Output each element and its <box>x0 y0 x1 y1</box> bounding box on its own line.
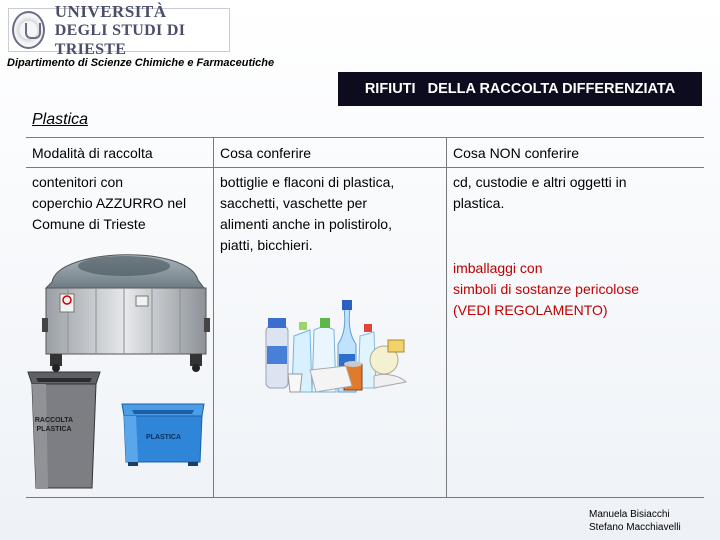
what-to-dispose-line: alimenti anche in polistirolo, <box>220 216 392 232</box>
university-name-line2: DEGLI STUDI DI TRIESTE <box>54 21 186 58</box>
what-to-dispose-line: piatti, bicchieri. <box>220 237 313 253</box>
small-bin-label-line: PLASTICA <box>36 426 72 433</box>
what-not-to-dispose-line: plastica. <box>453 195 505 211</box>
header-what-to-dispose: Cosa conferire <box>220 145 312 161</box>
what-not-to-dispose-text <box>453 172 627 214</box>
hazard-warning-line: (VEDI REGOLAMENTO) <box>453 302 608 318</box>
what-not-to-dispose-line: cd, custodie e altri oggetti in <box>453 174 627 190</box>
university-seal-icon <box>12 11 45 49</box>
column-divider-2 <box>446 137 447 497</box>
small-bin-label <box>30 416 78 434</box>
author-name: Manuela Bisiacchi <box>589 509 670 520</box>
what-to-dispose-text <box>220 172 394 256</box>
plastic-items-illustration <box>262 296 414 402</box>
university-name-line1: UNIVERSITÀ <box>54 1 167 21</box>
slide-title: RIFIUTI DELLA RACCOLTA DIFFERENZIATA <box>338 72 702 106</box>
hazard-warning-line: simboli di sostanze pericolose <box>453 281 639 297</box>
department-name: Dipartimento di Scienze Chimiche e Farmaceutiche <box>7 57 275 69</box>
author-credits <box>589 508 681 534</box>
table-header-rule <box>26 167 704 168</box>
header-collection-mode: Modalità di raccolta <box>32 145 153 161</box>
hazard-warning-line: imballaggi con <box>453 260 543 276</box>
small-bin-label-line: RACCOLTA <box>34 417 74 424</box>
table-bottom-rule <box>26 497 704 498</box>
header-what-not-to-dispose: Cosa NON conferire <box>453 145 580 161</box>
collection-mode-line: contenitori con <box>32 174 124 190</box>
author-name: Stefano Macchiavelli <box>589 522 681 533</box>
blue-bin-label: PLASTICA <box>146 434 181 441</box>
table-top-rule <box>26 137 704 138</box>
university-name <box>55 2 229 59</box>
collection-mode-text <box>32 172 186 235</box>
what-to-dispose-line: sacchetti, vaschette per <box>220 195 368 211</box>
collection-mode-line: Comune di Trieste <box>32 216 146 232</box>
hazard-warning-text <box>453 258 639 321</box>
what-to-dispose-line: bottiglie e flaconi di plastica, <box>220 174 395 190</box>
university-logo <box>8 1 230 58</box>
large-waste-container-illustration <box>38 240 214 372</box>
collection-mode-line: coperchio AZZURRO nel <box>32 195 187 211</box>
section-title: Plastica <box>32 111 89 128</box>
